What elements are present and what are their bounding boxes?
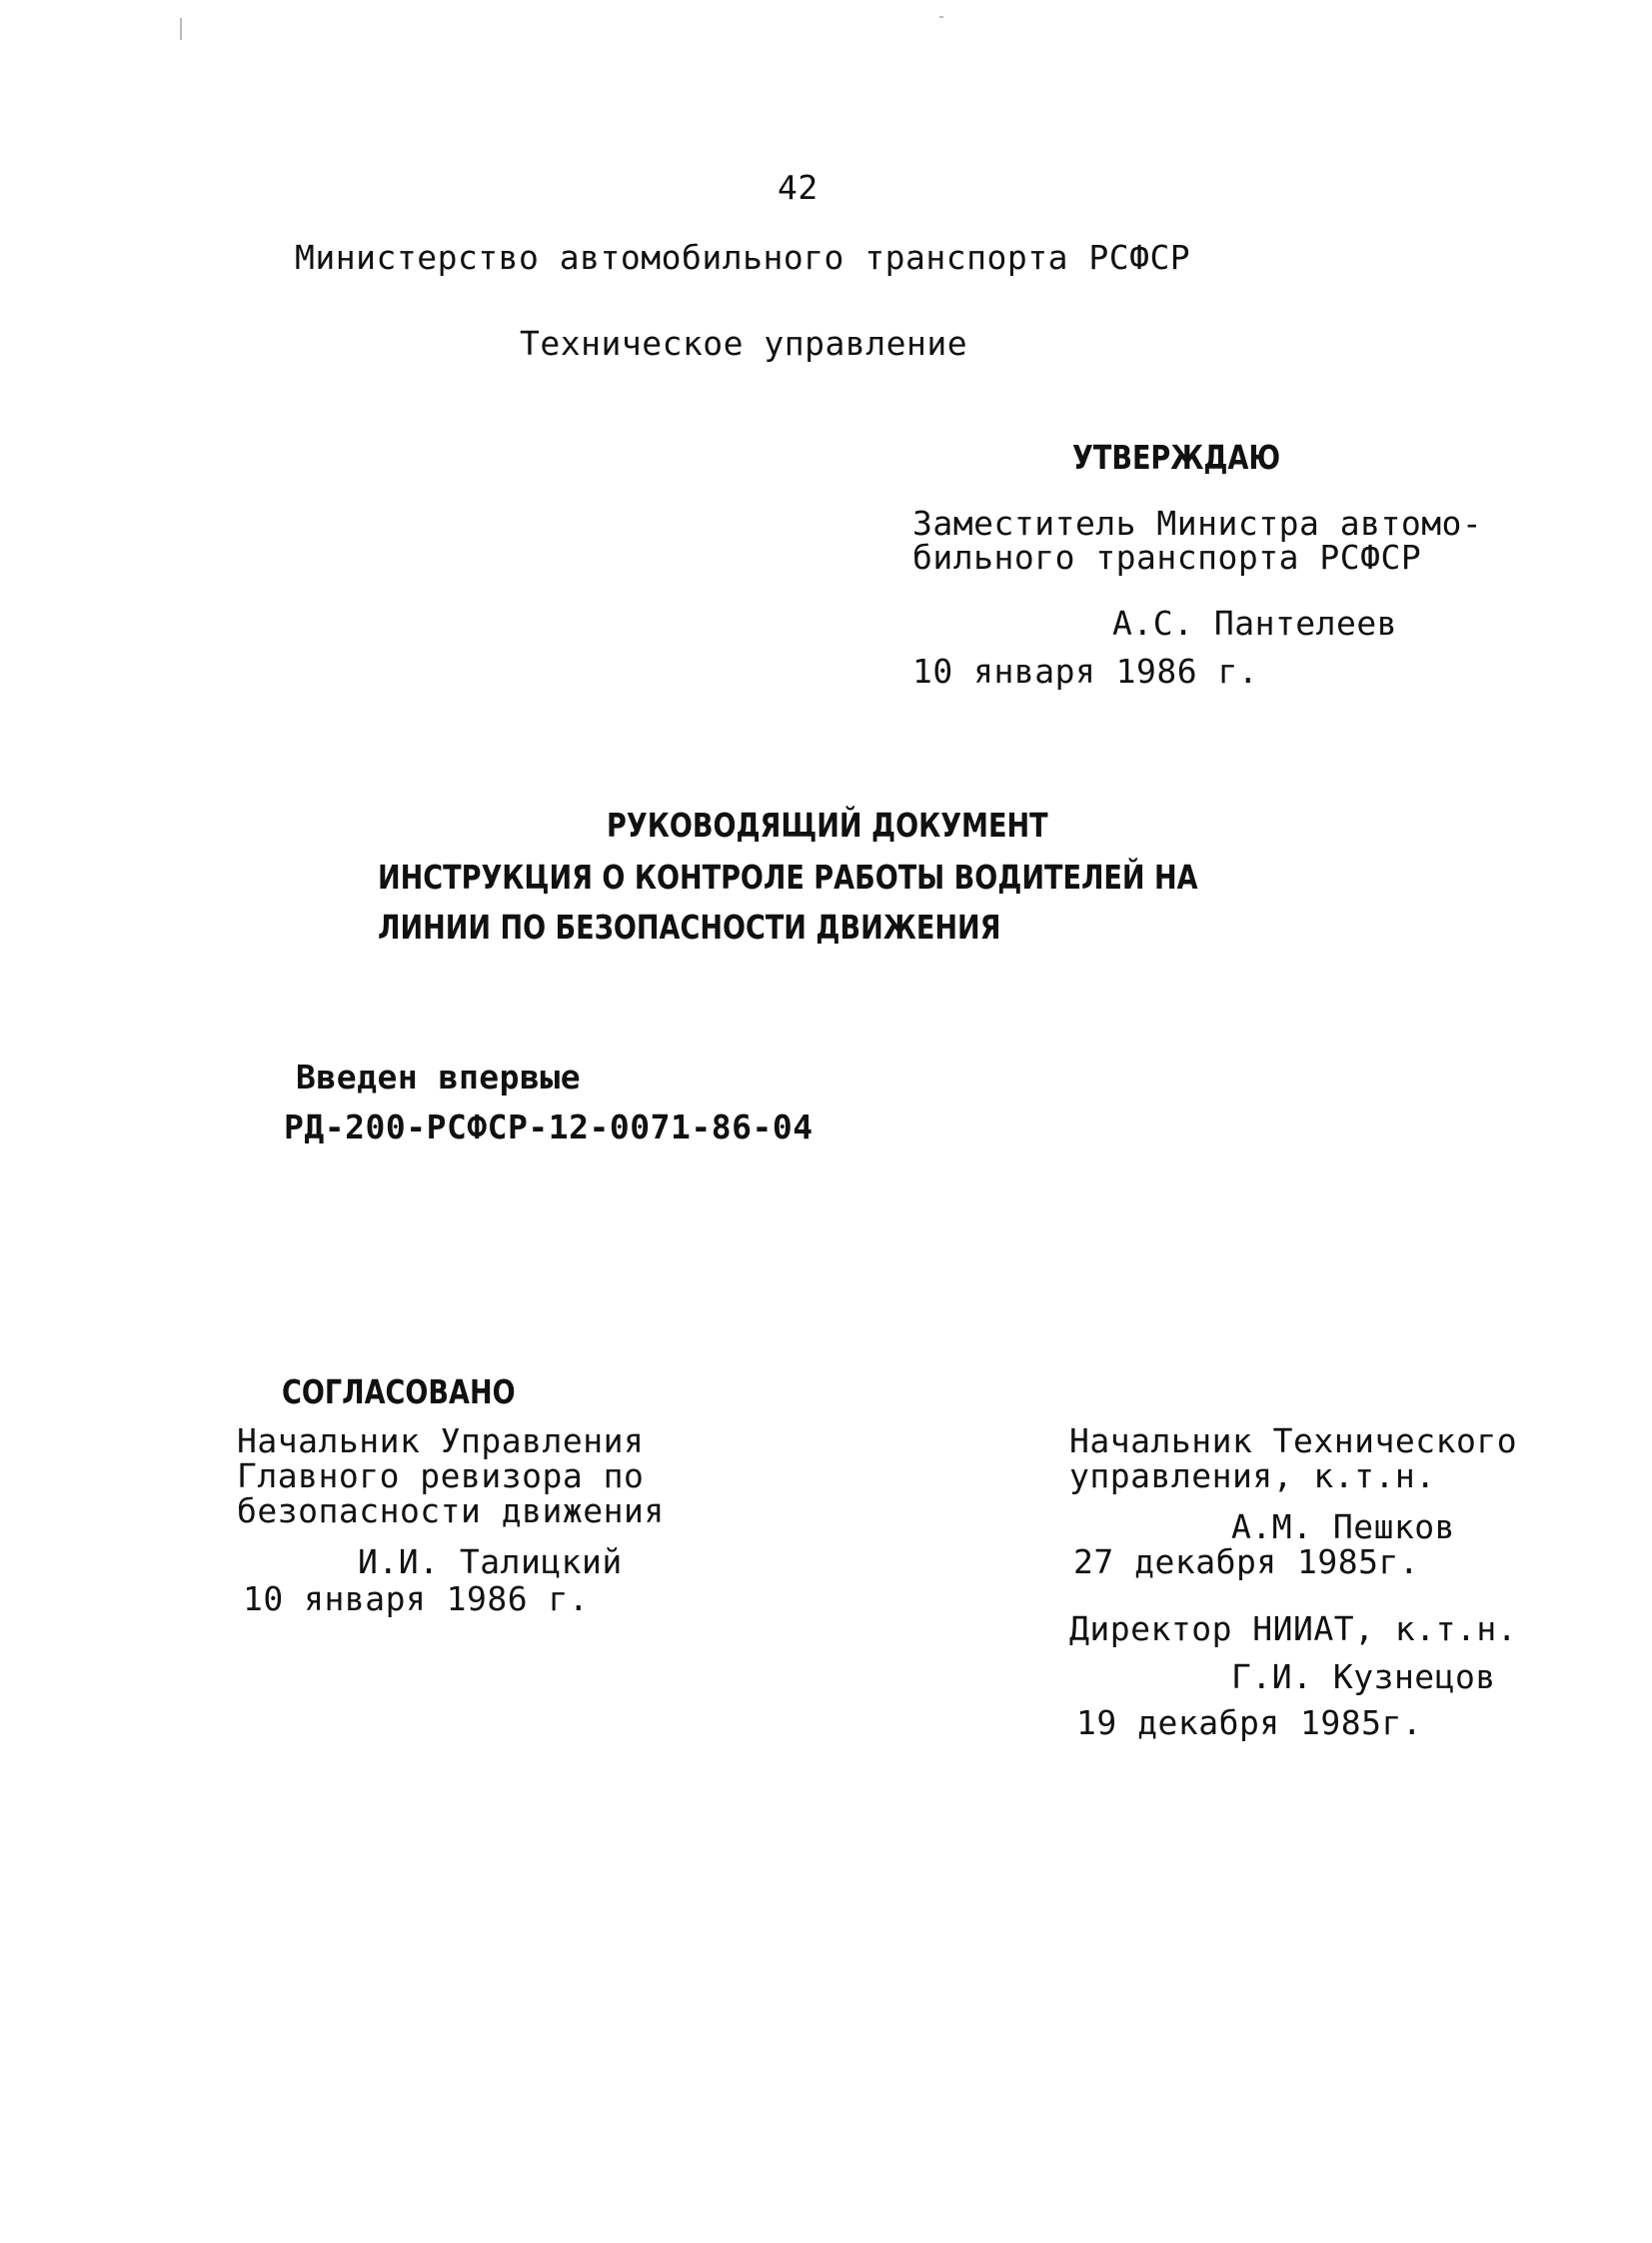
document-title-line1: ИНСТРУКЦИЯ О КОНТРОЛЕ РАБОТЫ ВОДИТЕЛЕЙ НА <box>378 858 1198 897</box>
agreed-right2-name: Г.И. Кузнецов <box>1231 1657 1496 1696</box>
agreed-left-name: И.И. Талицкий <box>358 1542 623 1581</box>
department-header: Техническое управление <box>520 324 968 363</box>
ministry-header: Министерство автомобильного транспорта РСФСР <box>295 238 1191 277</box>
agreed-left-date: 10 января 1986 г. <box>243 1579 590 1618</box>
agreed-right1-line2: управления, к.т.н. <box>1069 1456 1436 1495</box>
document-type-title: РУКОВОДЯЩИЙ ДОКУМЕНТ <box>607 806 1048 845</box>
page-number: 42 <box>778 168 819 207</box>
approval-position-line1: Заместитель Министра автомо- <box>912 504 1483 543</box>
scan-artifact-dot <box>939 16 943 18</box>
approval-name: А.С. Пантелеев <box>1112 604 1398 643</box>
agreed-right1-name: А.М. Пешков <box>1231 1507 1456 1546</box>
approval-heading: УТВЕРЖДАЮ <box>1072 438 1281 477</box>
agreed-right1-line1: Начальник Технического <box>1069 1421 1518 1460</box>
approval-date: 10 января 1986 г. <box>912 652 1259 691</box>
agreed-right2-line1: Директор НИИАТ, к.т.н. <box>1069 1609 1518 1648</box>
agreed-right2-date: 19 декабря 1985г. <box>1076 1703 1423 1742</box>
agreed-left-line1: Начальник Управления <box>237 1421 645 1460</box>
agreed-left-line3: безопасности движения <box>237 1491 665 1530</box>
scan-artifact-line <box>180 18 182 40</box>
document-code: РД-200-РСФСР-12-0071-86-04 <box>284 1108 814 1146</box>
agreed-heading: СОГЛАСОВАНО <box>282 1372 516 1411</box>
agreed-left-line2: Главного ревизора по <box>237 1456 645 1495</box>
agreed-right1-date: 27 декабря 1985г. <box>1073 1542 1420 1581</box>
introduced-note: Введен впервые <box>296 1058 582 1097</box>
document-title-line2: ЛИНИИ ПО БЕЗОПАСНОСТИ ДВИЖЕНИЯ <box>378 908 1001 947</box>
approval-position-line2: бильного транспорта РСФСР <box>912 538 1422 577</box>
